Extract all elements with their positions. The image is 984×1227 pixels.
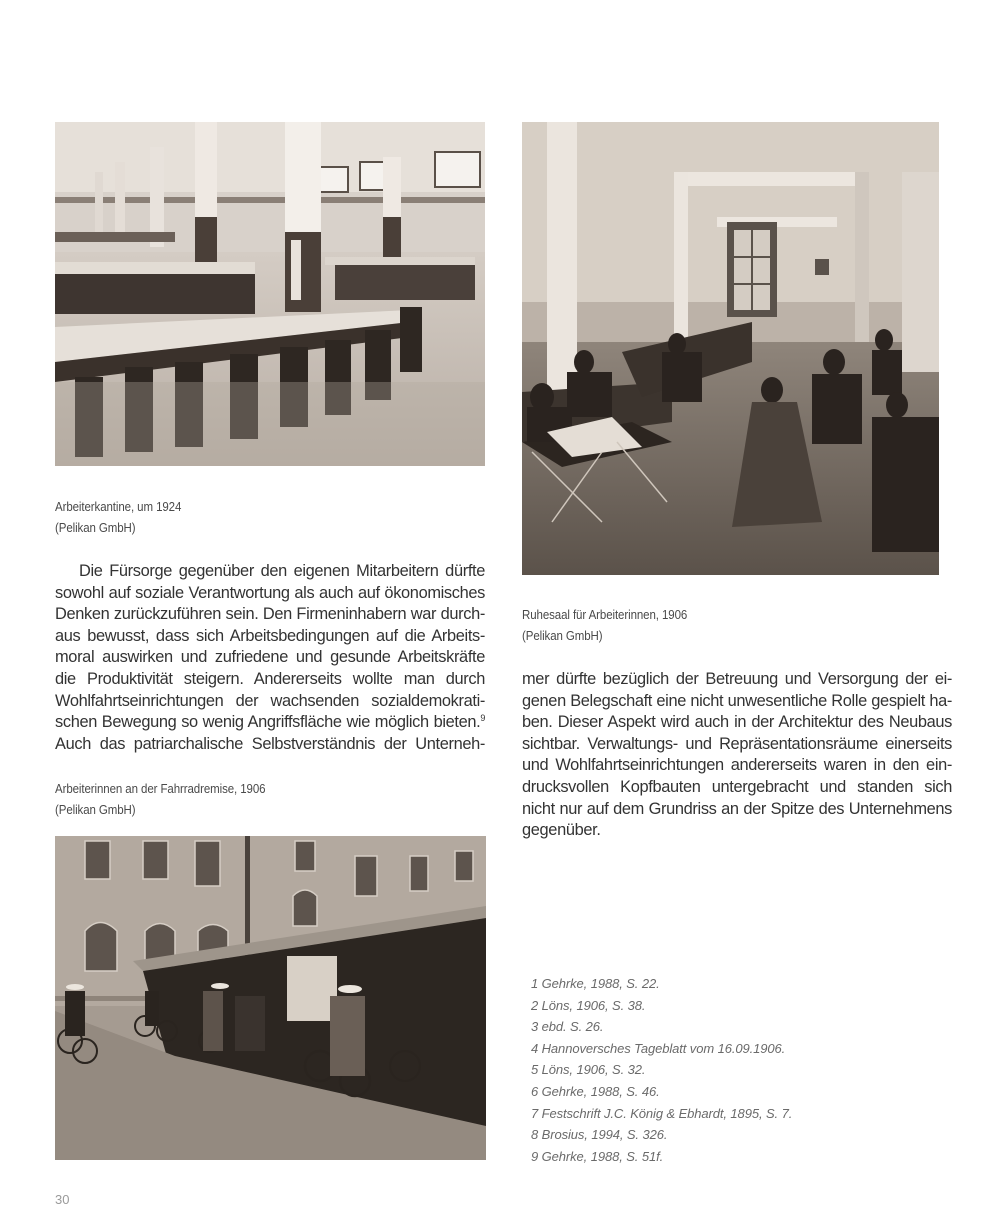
caption-bicycle-shed — [55, 779, 265, 821]
caption-canteen — [55, 497, 181, 539]
footnote: 7 Festschrift J.C. König & Ebhardt, 1895, S. 7. — [531, 1105, 793, 1121]
footnote: 8 Brosius, 1994, S. 326. — [531, 1127, 668, 1143]
bicycle-shed-photo-image — [55, 836, 486, 1160]
body-line: gegenüber. — [522, 821, 601, 840]
body-line: aus bewusst, dass sich Arbeitsbedingungen auf die Arbeits- — [55, 626, 485, 645]
body-line: die Produktivität steigern. Andererseits wollte man durch — [55, 669, 485, 688]
body-line-with-footnote — [55, 712, 485, 734]
body-line: mer dürfte bezüglich der Betreuung und Versorgung der ei- — [522, 670, 952, 688]
canteen-photo-image — [55, 122, 485, 466]
footnote: 2 Löns, 1906, S. 38. — [531, 997, 646, 1013]
caption-bicycle-shed-title: Arbeiterinnen an der Fahrradremise, 1906 — [55, 782, 266, 796]
footnote: 5 Löns, 1906, S. 32. — [531, 1062, 646, 1078]
body-line-text: schen Bewegung so wenig Angriffsfläche wie möglich bieten. — [55, 713, 481, 732]
body-line: Denken zurückzuführen sein. Den Firmeninhabern war durch- — [55, 605, 485, 624]
footnote: 4 Hannoversches Tageblatt vom 16.09.1906. — [531, 1040, 786, 1056]
body-line: genen Belegschaft eine nicht unwesentliche Rolle gespielt ha- — [522, 691, 952, 710]
body-text-left — [55, 561, 485, 755]
footnote: 6 Gehrke, 1988, S. 46. — [531, 1083, 660, 1099]
footnotes — [531, 973, 792, 1167]
photo-canteen — [55, 122, 485, 466]
body-line: Wohlfahrtseinrichtungen der wachsenden sozialdemokrati- — [55, 691, 485, 710]
body-line: sichtbar. Verwaltungs- und Repräsentationsräume einerseits — [522, 734, 952, 753]
body-line: sowohl auf soziale Verantwortung als auch auf ökonomisches — [55, 583, 485, 602]
photo-bicycle-shed — [55, 836, 486, 1160]
caption-rest-hall — [522, 605, 687, 647]
body-line: Die Fürsorge gegenüber den eigenen Mitarbeitern dürfte — [79, 562, 485, 580]
photo-rest-hall — [522, 122, 939, 575]
footnote: 9 Gehrke, 1988, S. 51f. — [531, 1148, 664, 1164]
body-text-right — [522, 669, 952, 842]
body-line: Auch das patriarchalische Selbstverständnis der Unterneh- — [55, 734, 485, 753]
body-line: drucksvollen Kopfbauten untergebracht und standen sich — [522, 777, 952, 796]
caption-canteen-credit: (Pelikan GmbH) — [55, 521, 136, 535]
page-number: 30 — [55, 1192, 70, 1207]
body-line: und Wohlfahrtseinrichtungen andererseits waren in den ein- — [522, 756, 952, 775]
caption-canteen-title: Arbeiterkantine, um 1924 — [55, 500, 182, 514]
footnote: 3 ebd. S. 26. — [531, 1019, 604, 1035]
body-line: nicht nur auf dem Grundriss an der Spitze des Unternehmens — [522, 799, 952, 818]
rest-hall-photo-image — [522, 122, 939, 575]
body-line: ben. Dieser Aspekt wird auch in der Architektur des Neubaus — [522, 713, 952, 732]
caption-bicycle-shed-credit: (Pelikan GmbH) — [55, 803, 136, 817]
caption-rest-hall-title: Ruhesaal für Arbeiterinnen, 1906 — [522, 608, 688, 622]
footnote-reference: 9 — [480, 713, 485, 724]
caption-rest-hall-credit: (Pelikan GmbH) — [522, 629, 603, 643]
body-line: moral auswirken und zufriedene und gesunde Arbeitskräfte — [55, 648, 485, 667]
footnote: 1 Gehrke, 1988, S. 22. — [531, 976, 660, 991]
